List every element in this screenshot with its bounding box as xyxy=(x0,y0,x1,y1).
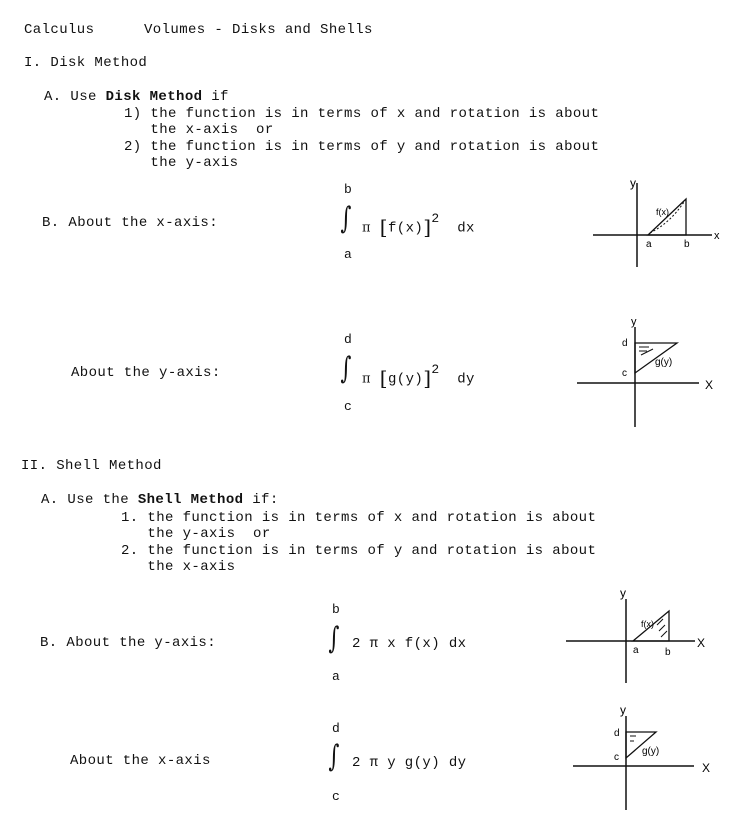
page-title: Volumes - Disks and Shells xyxy=(144,22,373,38)
graph-fn-label: f(x) xyxy=(641,619,654,629)
shell-y-lower-limit: a xyxy=(332,669,340,684)
disk-x-inner: f(x) xyxy=(387,220,424,237)
shell-item-2: 2. the function is in terms of y and rotation is about xyxy=(121,543,597,559)
graph-x-label: X xyxy=(702,761,711,775)
shell-y-graph xyxy=(563,585,713,685)
shell-x-formula: 2 π y g(y) dy xyxy=(352,755,467,771)
course-title: Calculus xyxy=(24,22,95,38)
shell-a-tail: if: xyxy=(243,492,279,508)
disk-y-lower-limit: c xyxy=(344,399,352,414)
graph-d-label: d xyxy=(614,728,620,739)
shell-y-formula: 2 π x f(x) dx xyxy=(352,636,467,652)
integral-sign: ∫ xyxy=(328,621,340,656)
graph-x-label: X xyxy=(697,636,706,650)
pi-symbol: π xyxy=(362,220,371,236)
graph-fn-label: f(x) xyxy=(656,207,669,217)
shell-x-label: About the x-axis xyxy=(70,753,211,769)
graph-fn-label: g(y) xyxy=(655,357,673,368)
disk-a-tail: if xyxy=(202,89,229,105)
graph-y-label: y xyxy=(631,316,637,328)
graph-fn-label: g(y) xyxy=(642,746,660,757)
disk-x-upper-limit: b xyxy=(344,182,352,197)
shell-y-label: B. About the y-axis: xyxy=(40,635,217,651)
shell-x-lower-limit: c xyxy=(332,789,340,804)
disk-y-inner: g(y) xyxy=(387,371,424,388)
pi-symbol: π xyxy=(362,371,371,387)
disk-condition-heading xyxy=(44,89,229,105)
disk-y-formula: π $[g(y)]^2$ dy xyxy=(362,362,475,390)
graph-a-label: a xyxy=(633,645,639,656)
integral-sign: ∫ xyxy=(328,739,340,774)
disk-a-label: A. Use xyxy=(44,89,106,105)
differential: dy xyxy=(457,371,475,388)
exponent: 2 xyxy=(431,211,440,226)
graph-b-label: b xyxy=(665,647,671,658)
shell-x-graph xyxy=(570,702,720,812)
graph-c-label: c xyxy=(622,368,627,379)
integral-sign: ∫ xyxy=(340,351,352,386)
graph-b-label: b xyxy=(684,239,690,250)
graph-d-label: d xyxy=(622,338,628,349)
disk-y-label: About the y-axis: xyxy=(71,365,221,381)
disk-x-lower-limit: a xyxy=(344,247,352,262)
shell-y-upper-limit: b xyxy=(332,602,340,617)
graph-x-label: x xyxy=(714,230,720,242)
disk-item-2b: the y-axis xyxy=(124,155,239,171)
disk-item-2: 2) the function is in terms of y and rotation is about xyxy=(124,139,600,155)
disk-item-1: 1) the function is in terms of x and rotation is about xyxy=(124,106,600,122)
shell-item-2b: the x-axis xyxy=(121,559,236,575)
differential: dx xyxy=(457,220,475,237)
disk-item-1b: the x-axis or xyxy=(124,122,274,138)
graph-a-label: a xyxy=(646,239,652,250)
graph-y-label: y xyxy=(620,703,626,717)
shell-item-1b: the y-axis or xyxy=(121,526,271,542)
shell-item-1: 1. the function is in terms of x and rotation is about xyxy=(121,510,597,526)
disk-heading: I. Disk Method xyxy=(24,55,148,71)
shell-a-label: A. Use the xyxy=(41,492,138,508)
shell-condition-heading xyxy=(41,492,279,508)
disk-y-upper-limit: d xyxy=(344,332,352,347)
graph-c-label: c xyxy=(614,752,619,763)
disk-x-label: B. About the x-axis: xyxy=(42,215,219,231)
exponent: 2 xyxy=(431,362,440,377)
graph-y-label: y xyxy=(620,586,626,600)
disk-x-formula: π $[f(x)]^2$ dx xyxy=(362,211,475,239)
shell-heading: II. Shell Method xyxy=(21,458,162,474)
shell-a-bold: Shell Method xyxy=(137,492,244,508)
shell-x-upper-limit: d xyxy=(332,721,340,736)
disk-x-graph xyxy=(590,175,730,270)
disk-y-graph xyxy=(575,315,725,430)
integral-sign: ∫ xyxy=(340,201,352,236)
graph-y-label: y xyxy=(630,176,636,190)
graph-x-label: X xyxy=(705,378,714,392)
disk-a-bold: Disk Method xyxy=(105,89,203,105)
